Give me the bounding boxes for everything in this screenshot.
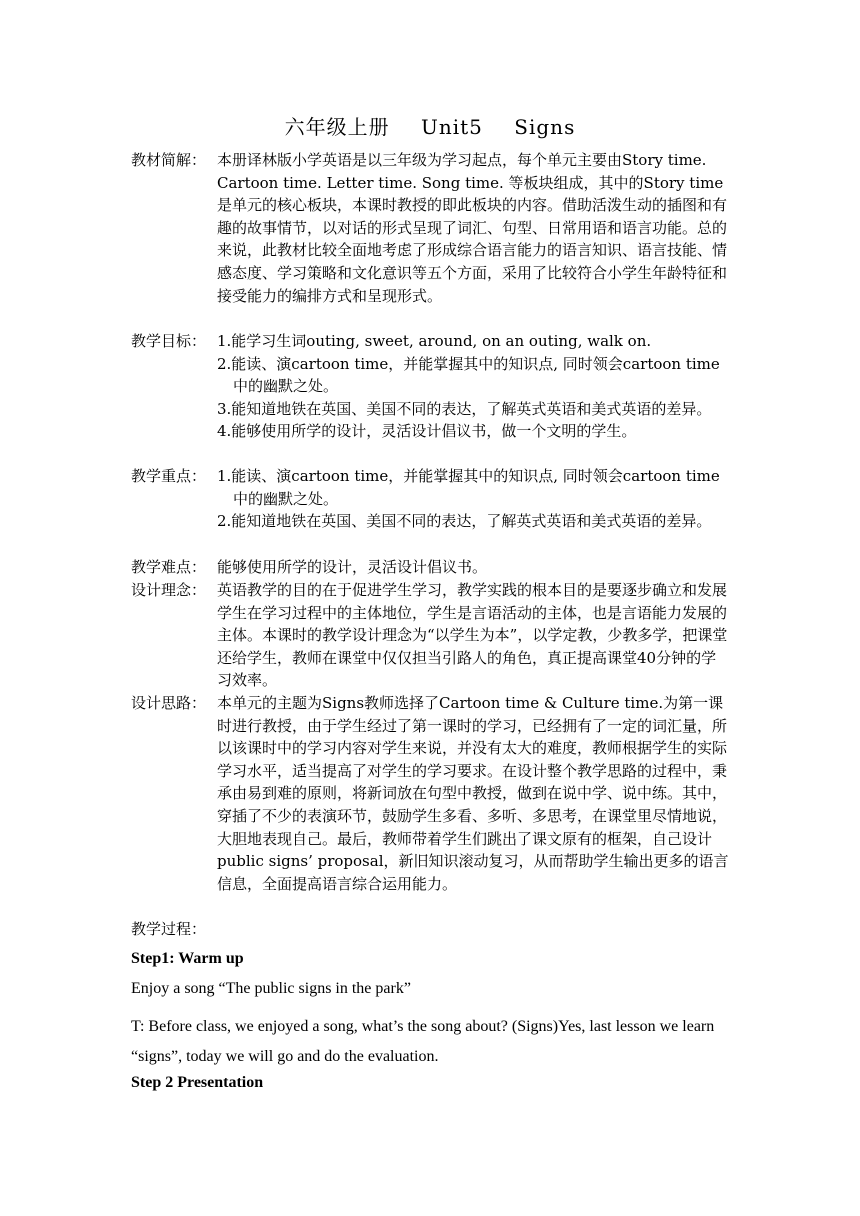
- key-point-item: 1.能读、演cartoon time，并能掌握其中的知识点, 同时领会cartoon time中的幽默之处。: [217, 467, 720, 508]
- section-objectives: [131, 330, 731, 443]
- section-label: 教材简解：: [131, 151, 207, 169]
- title-grade: 六年级上册: [284, 115, 390, 139]
- section-key-points: [131, 465, 731, 533]
- step1-text: Enjoy a song “The public signs in the park”: [131, 980, 411, 997]
- step2-heading: Step 2 Presentation: [131, 1074, 264, 1091]
- title-topic: Signs: [514, 115, 576, 139]
- objective-item: 2.能读、演cartoon time，并能掌握其中的知识点, 同时领会cartoon time中的幽默之处。: [217, 354, 720, 396]
- section-text: 英语教学的目的在于促进学生学习，教学实践的根本目的是要逐步确立和发展学生在学习过程中的主体地位，学生是言语活动的主体，也是言语能力发展的主体。本课时的教学设计理念为“以学生为本”，以学定教，少教多学，把课堂还给学生，教师在课堂中仅仅担当引路人的角色，真正提高课堂40分钟的学习效率。: [217, 581, 728, 690]
- step1-dialogue: T: Before class, we enjoyed a song, what’s the song about? (Signs)Yes, last lesson we learn “signs”, today we will go and do the evaluation.: [131, 1018, 715, 1065]
- section-overview: [131, 149, 731, 307]
- step1-heading: Step1: Warm up: [131, 950, 244, 967]
- section-approach: [131, 692, 731, 895]
- section-text: 能够使用所学的设计，灵活设计倡议书。: [217, 558, 488, 576]
- key-point-item: 2.能知道地铁在英国、美国不同的表达，了解英式英语和美式英语的差异。: [217, 512, 712, 531]
- objective-item: 3.能知道地铁在英国、美国不同的表达，了解英式英语和美式英语的差异。: [217, 399, 712, 418]
- section-label: 教学重点：: [131, 467, 207, 485]
- section-difficulties: [131, 556, 731, 579]
- objective-item: 4.能够使用所学的设计，灵活设计倡议书，做一个文明的学生。: [217, 422, 637, 441]
- objective-item: 1.能学习生词outing, sweet, around, on an outing, walk on.: [217, 332, 652, 350]
- section-text: 本册译林版小学英语是以三年级为学习起点，每个单元主要由Story time. Cartoon time. Letter time. Song time. 等板块组成，其中的Story time是单元的核心板块，本课时教授的即此板块的内容。借助活泼生动的插图和有趣的故事情节，以对话的形式呈现了词汇、句型、日常用语和语言功能。总的来说，此教材比较全面地考虑了形成综合语言能力的语言知识、语言技能、情感态度、学习策略和文化意识等五个方面，采用了比较符合小学生年龄特征和接受能力的编排方式和呈现形式。: [217, 151, 728, 305]
- title-unit: Unit5: [421, 115, 483, 139]
- section-label: 教学过程：: [131, 920, 207, 938]
- page-title: [0, 114, 860, 140]
- section-text: 本单元的主题为Signs教师选择了Cartoon time & Culture time.为第一课时进行教授，由于学生经过了第一课时的学习，已经拥有了一定的词汇量，所以该课时中的学习内容对学生来说，并没有太大的难度，教师根据学生的实际学习水平，适当提高了对学生的学习要求。在设计整个教学思路的过程中，秉承由易到难的原则，将新词放在句型中教授，做到在说中学、说中练。其中，穿插了不少的表演环节，鼓励学生多看、多听、多思考，在课堂里尽情地说，大胆地表现自己。最后，教师带着学生们跳出了课文原有的框架，自己设计public signs’ proposal，新旧知识滚动复习，从而帮助学生输出更多的语言信息，全面提高语言综合运用能力。: [217, 694, 729, 893]
- section-label: 设计理念：: [131, 581, 207, 599]
- section-label: 设计思路：: [131, 694, 207, 712]
- section-label: 教学目标：: [131, 332, 207, 350]
- section-concept: [131, 579, 731, 692]
- section-label: 教学难点：: [131, 558, 207, 576]
